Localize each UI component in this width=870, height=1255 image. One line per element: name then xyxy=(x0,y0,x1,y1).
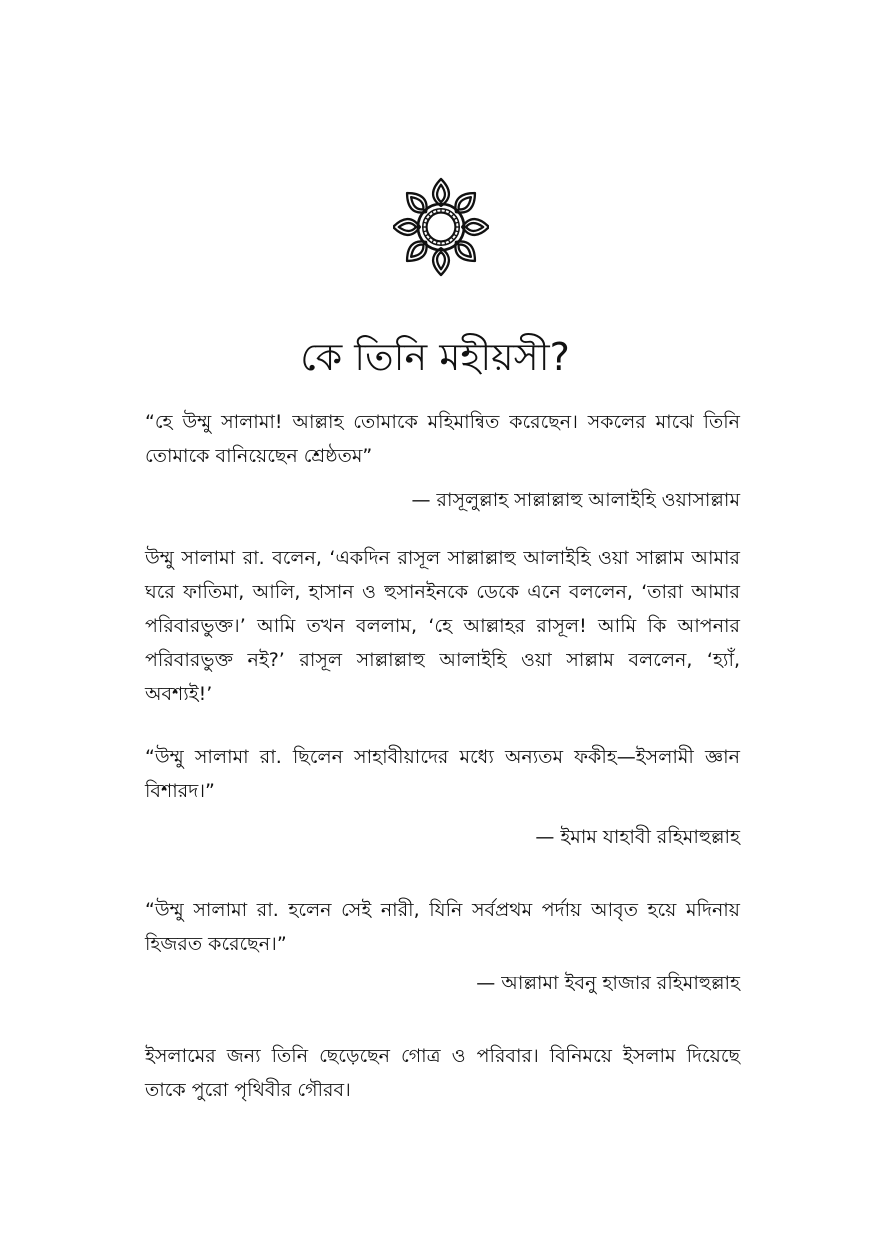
closing-paragraph: ইসলামের জন্য তিনি ছেড়েছেন গোত্র ও পরিবার। বিনিময়ে ইসলাম দিয়েছে তাকে পুরো পৃথিবীর গৌরব। xyxy=(145,1045,740,1101)
mandala-flower-icon xyxy=(393,177,489,277)
quote-ibn-hajar: “উম্মু সালামা রা. হলেন সেই নারী, যিনি সর্বপ্রথম পর্দায় আবৃত হয়ে মদিনায় হিজরত করেছেন।” xyxy=(145,899,740,955)
quote-prophet-attribution: — রাসূলুল্লাহ সাল্লাল্লাহু আলাইহি ওয়াসাল্লাম xyxy=(411,489,740,511)
paragraph-umm-salama-narration: উম্মু সালামা রা. বলেন, ‘একদিন রাসূল সাল্লাল্লাহু আলাইহি ওয়া সাল্লাম আমার ঘরে ফাতিমা, আলি, হাসান ও হুসানইনকে ডেকে এনে বললেন, ‘তারা আমার পরিবারভুক্ত।’ আমি তখন বললাম, ‘হে আল্লাহর রাসূল! আমি কি আপনার পরিবারভুক্ত নই?’ রাসূল সাল্লাল্লাহু আলাইহি ওয়া সাল্লাম বললেন, ‘হ্যাঁ, অবশ্যই!’ xyxy=(145,547,740,705)
quote-dhahabi-attribution: — ইমাম যাহাবী রহিমাহুল্লাহ xyxy=(535,826,740,848)
page-title: কে তিনি মহীয়সী? xyxy=(300,335,570,379)
quote-prophet: “হে উম্মু সালামা! আল্লাহ তোমাকে মহিমান্বিত করেছেন। সকলের মাঝে তিনি তোমাকে বানিয়েছেন শ্রেষ্ঠতম” xyxy=(145,411,740,467)
quote-dhahabi: “উম্মু সালামা রা. ছিলেন সাহাবীয়াদের মধ্যে অন্যতম ফকীহ—ইসলামী জ্ঞান বিশারদ।” xyxy=(145,746,740,802)
quote-ibn-hajar-attribution: — আল্লামা ইবনু হাজার রহিমাহুল্লাহ xyxy=(476,972,740,994)
